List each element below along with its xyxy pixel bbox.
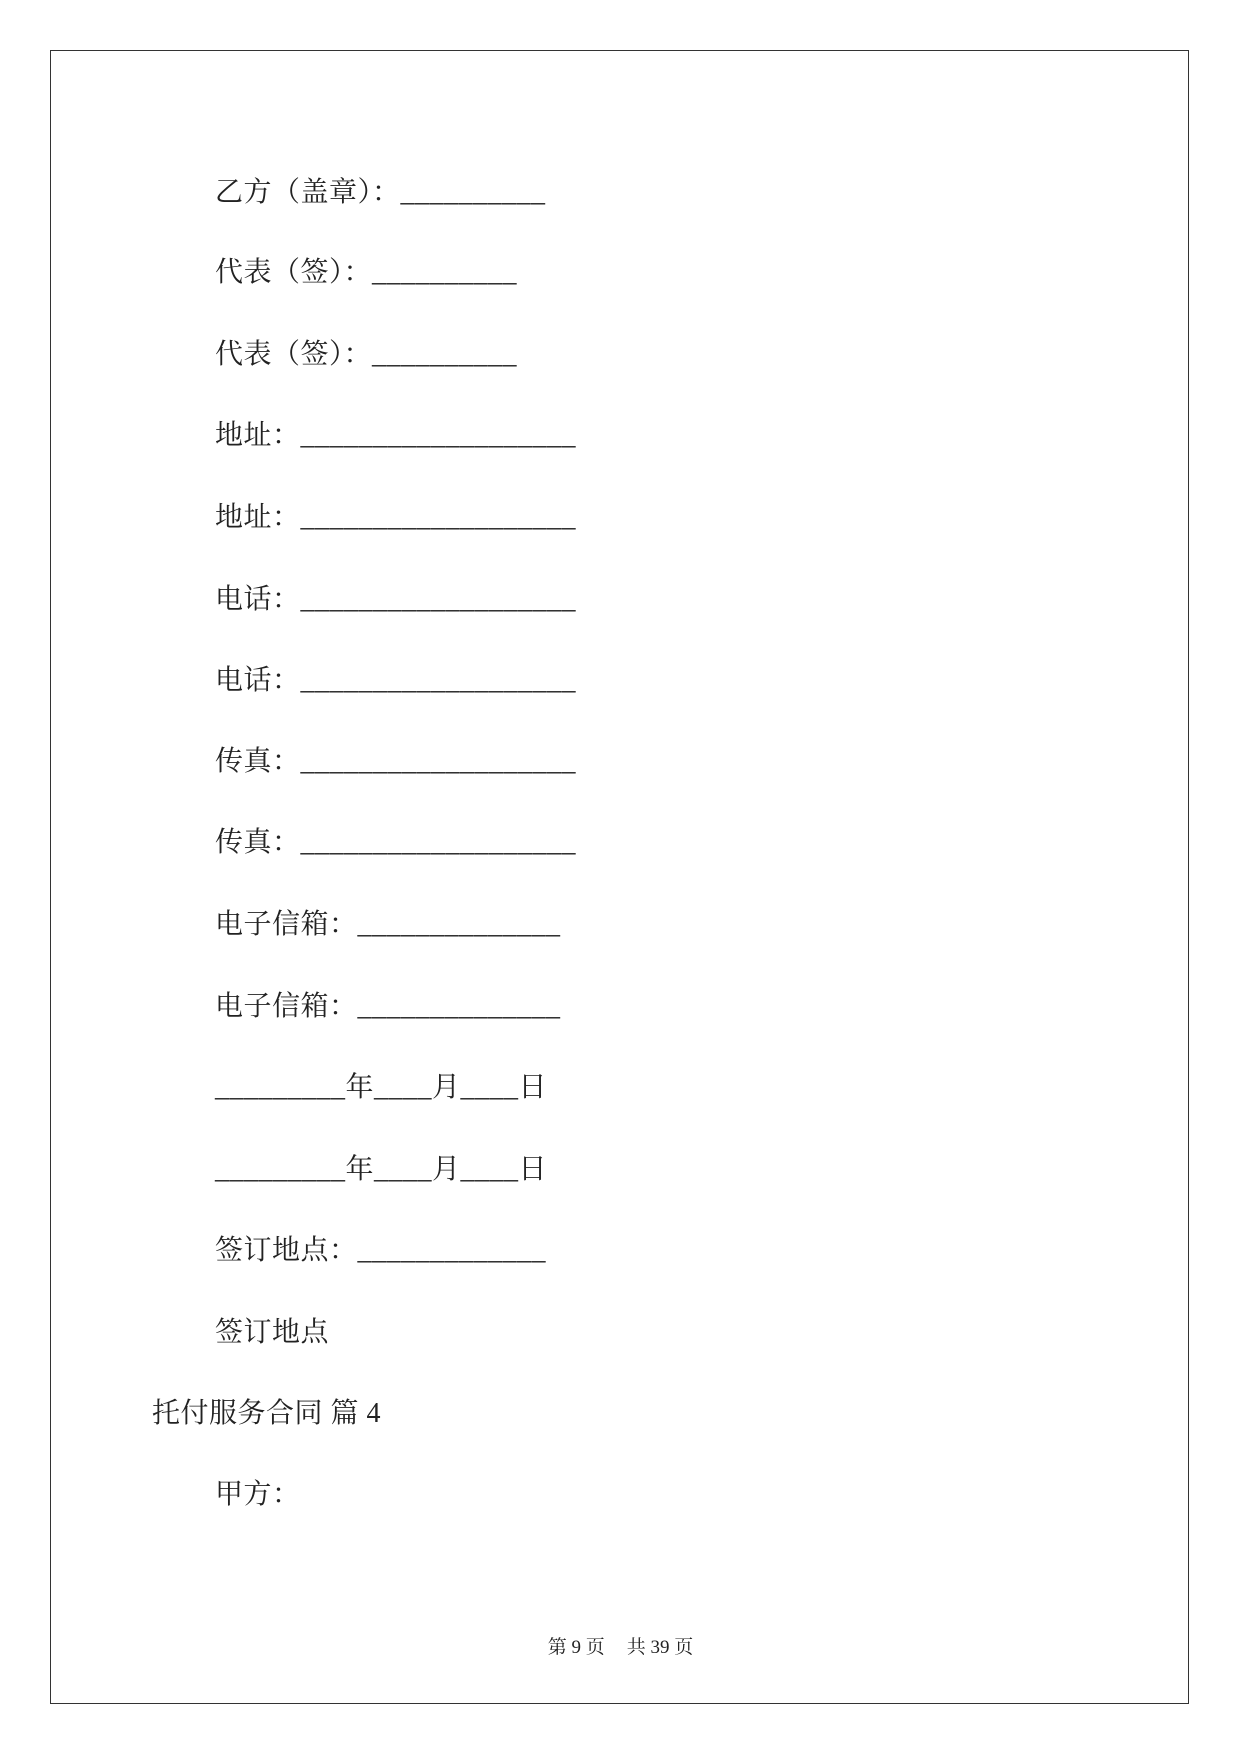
field-date-2: _________年____月____日	[215, 1154, 548, 1185]
field-email-2: 电子信箱：______________	[215, 991, 561, 1022]
label-signing-place: 签订地点	[215, 1317, 330, 1348]
section-title: 托付服务合同 篇 4	[152, 1398, 382, 1429]
page-border	[50, 50, 1189, 1704]
page-number: 第 9 页	[547, 1637, 605, 1658]
field-representative-sign-2: 代表（签）：__________	[215, 339, 518, 370]
field-fax-2: 传真：___________________	[215, 827, 577, 858]
field-party-b-seal: 乙方（盖章）：__________	[215, 177, 546, 208]
field-representative-sign-1: 代表（签）：__________	[215, 257, 518, 288]
page-footer	[0, 1636, 1241, 1660]
field-signing-place: 签订地点：_____________	[215, 1235, 547, 1266]
field-phone-2: 电话：___________________	[215, 665, 577, 696]
field-date-1: _________年____月____日	[215, 1072, 548, 1103]
field-email-1: 电子信箱：______________	[215, 909, 561, 940]
field-address-1: 地址：___________________	[215, 420, 577, 451]
field-party-a: 甲方：	[215, 1479, 301, 1510]
page-total: 共 39 页	[626, 1637, 694, 1658]
field-fax-1: 传真：___________________	[215, 746, 577, 777]
field-phone-1: 电话：___________________	[215, 584, 577, 615]
field-address-2: 地址：___________________	[215, 502, 577, 533]
